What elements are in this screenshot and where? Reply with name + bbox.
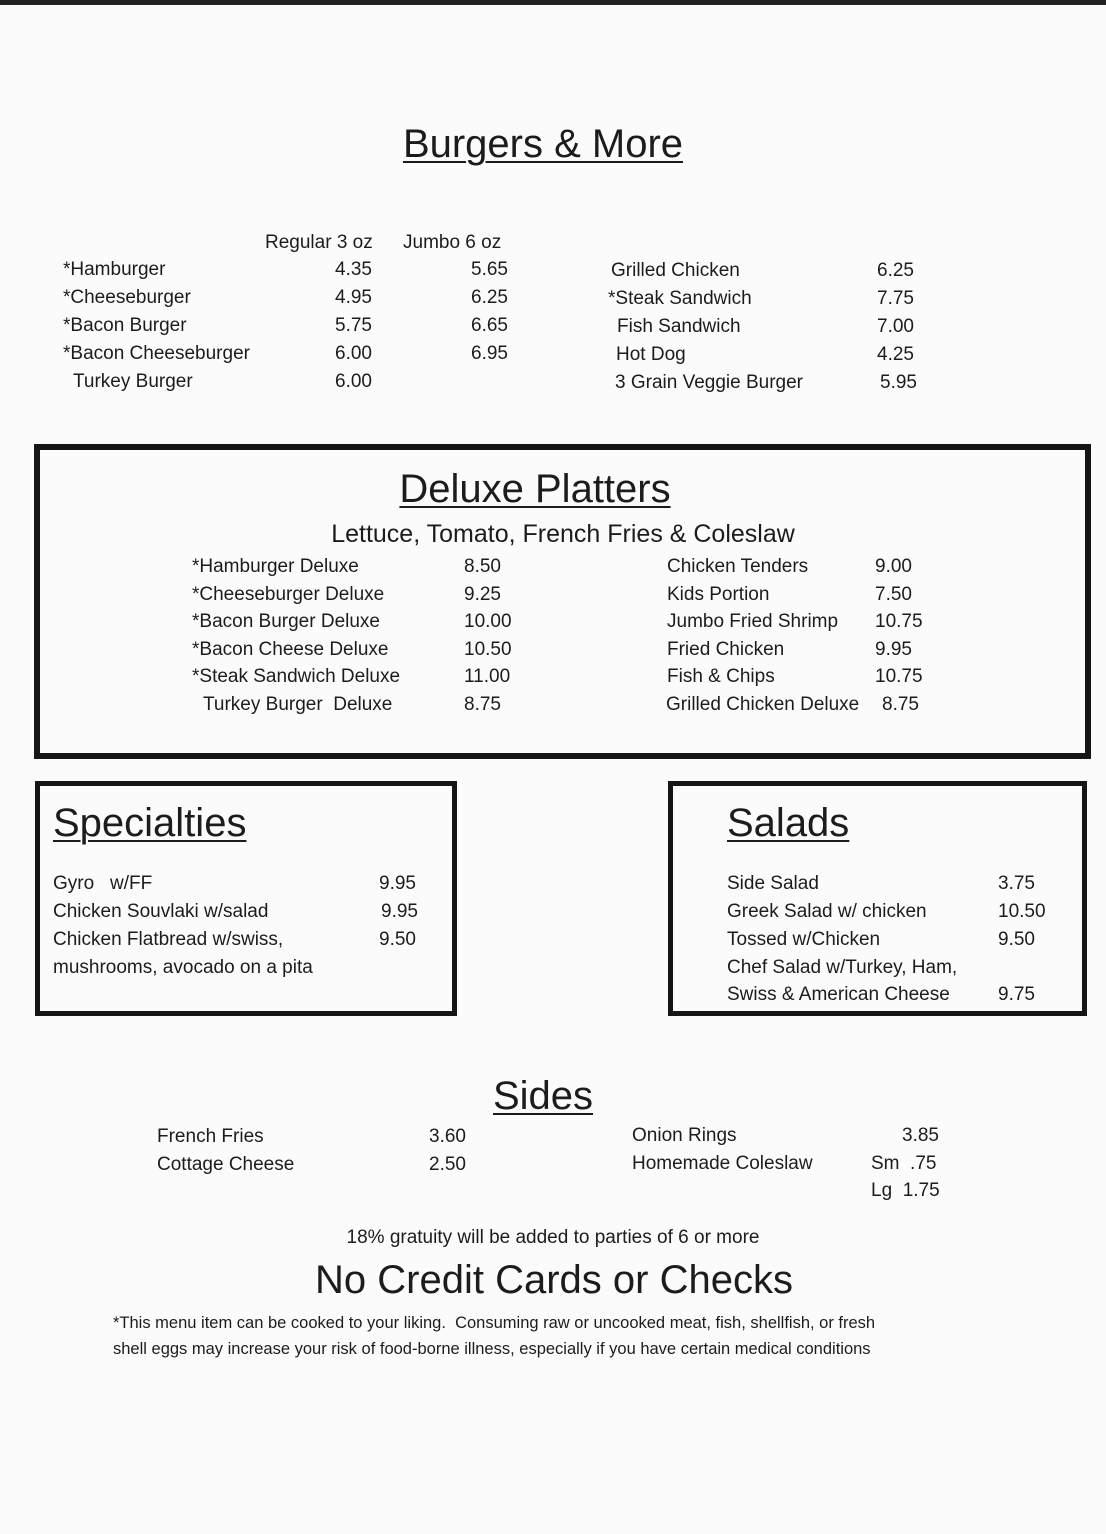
item-price: 10.75 bbox=[875, 611, 923, 632]
item-name: Kids Portion bbox=[667, 583, 770, 605]
item-price: 11.00 bbox=[464, 666, 511, 687]
item-price-jumbo: 6.95 bbox=[471, 343, 508, 364]
item-price: Lg 1.75 bbox=[871, 1180, 940, 1201]
item-price: 10.75 bbox=[875, 666, 923, 687]
item-price-regular: 4.35 bbox=[335, 259, 372, 280]
item-name: *Bacon Burger Deluxe bbox=[192, 611, 380, 632]
item-price: 8.75 bbox=[464, 693, 501, 715]
item-name: *Steak Sandwich Deluxe bbox=[192, 666, 401, 687]
item-name: Fish & Chips bbox=[667, 666, 775, 687]
item-name: Tossed w/Chicken bbox=[727, 929, 881, 950]
item-price: 9.25 bbox=[464, 583, 501, 605]
item-name: Hot Dog bbox=[616, 344, 686, 365]
item-price-regular: 4.95 bbox=[335, 287, 372, 308]
burgers-right-list bbox=[0, 257, 1000, 397]
item-name: *Hamburger bbox=[63, 259, 166, 280]
disclaimer-line-1: *This menu item can be cooked to your liking. Consuming raw or uncooked meat, fish, shellfish, or fresh bbox=[113, 1314, 876, 1332]
jumbo-size-header: Jumbo 6 oz bbox=[403, 232, 502, 253]
disclaimer-line-2: shell eggs may increase your risk of food-borne illness, especially if you have certain medical conditions bbox=[113, 1340, 871, 1358]
item-price: 8.50 bbox=[464, 556, 501, 577]
sides-right-list bbox=[0, 1122, 1000, 1212]
item-name: *Bacon Cheeseburger bbox=[63, 343, 250, 364]
item-price-regular: 5.75 bbox=[335, 315, 372, 336]
deluxe-subtitle: Lettuce, Tomato, French Fries & Coleslaw bbox=[331, 520, 795, 548]
item-name: Cottage Cheese bbox=[157, 1154, 295, 1175]
salads-title: Salads bbox=[727, 801, 850, 845]
deluxe-title: Deluxe Platters bbox=[399, 467, 671, 511]
item-price: 3.85 bbox=[902, 1125, 939, 1146]
item-price: 10.50 bbox=[464, 638, 512, 660]
item-name: mushrooms, avocado on a pita bbox=[53, 957, 313, 978]
top-border bbox=[0, 0, 1106, 5]
item-price: 7.50 bbox=[875, 583, 912, 605]
deluxe-right-list bbox=[0, 553, 1000, 723]
item-price-jumbo: 6.65 bbox=[471, 315, 508, 336]
item-name: Fish Sandwich bbox=[617, 316, 741, 337]
item-name: *Cheeseburger Deluxe bbox=[192, 583, 385, 605]
gratuity-note: 18% gratuity will be added to parties of 6 or more bbox=[346, 1227, 760, 1248]
item-price-jumbo: 5.65 bbox=[471, 259, 508, 280]
item-name: Onion Rings bbox=[632, 1125, 737, 1146]
item-name: 3 Grain Veggie Burger bbox=[615, 372, 804, 393]
item-price: 10.50 bbox=[998, 901, 1046, 922]
item-name: Chicken Souvlaki w/salad bbox=[53, 901, 269, 922]
item-name: Swiss & American Cheese bbox=[727, 984, 950, 1005]
item-price-regular: 6.00 bbox=[335, 343, 372, 364]
salads-list bbox=[0, 870, 1080, 1012]
item-price-jumbo: 6.25 bbox=[471, 287, 508, 308]
item-price: 9.50 bbox=[379, 929, 416, 950]
item-name: French Fries bbox=[157, 1126, 264, 1147]
item-price: 9.95 bbox=[379, 873, 416, 894]
item-name: Side Salad bbox=[727, 873, 819, 894]
item-name: *Bacon Burger bbox=[63, 315, 187, 336]
item-name: Turkey Burger Deluxe bbox=[203, 693, 393, 715]
payment-notice: No Credit Cards or Checks bbox=[315, 1258, 793, 1302]
regular-size-header: Regular 3 oz bbox=[265, 232, 373, 253]
item-name: Greek Salad w/ chicken bbox=[727, 901, 927, 922]
burgers-title: Burgers & More bbox=[402, 122, 684, 166]
item-price: 9.95 bbox=[875, 638, 912, 660]
item-name: *Bacon Cheese Deluxe bbox=[192, 638, 389, 660]
item-price: 4.25 bbox=[877, 344, 914, 365]
item-price: 3.75 bbox=[998, 873, 1035, 894]
item-price: 5.95 bbox=[880, 372, 917, 393]
specialties-title: Specialties bbox=[53, 801, 247, 845]
item-price: 9.00 bbox=[875, 556, 912, 577]
item-price: 8.75 bbox=[882, 693, 919, 715]
item-name: Fried Chicken bbox=[667, 638, 785, 660]
item-price: 9.95 bbox=[381, 901, 418, 922]
item-name: Gyro w/FF bbox=[53, 873, 153, 894]
item-name: Grilled Chicken Deluxe bbox=[666, 693, 860, 715]
item-price: 2.50 bbox=[429, 1154, 466, 1175]
item-price-regular: 6.00 bbox=[335, 371, 372, 392]
sides-title: Sides bbox=[492, 1074, 594, 1118]
item-price: 3.60 bbox=[429, 1126, 466, 1147]
item-name: Jumbo Fried Shrimp bbox=[667, 611, 839, 632]
item-name: *Cheeseburger bbox=[63, 287, 191, 308]
item-price: 9.50 bbox=[998, 929, 1035, 950]
item-name: Chicken Tenders bbox=[667, 556, 809, 577]
item-price: 7.75 bbox=[877, 288, 914, 309]
item-name: Homemade Coleslaw bbox=[632, 1153, 813, 1174]
item-price: 7.00 bbox=[877, 316, 914, 337]
item-price: 9.75 bbox=[998, 984, 1035, 1005]
item-name: *Hamburger Deluxe bbox=[192, 556, 359, 577]
item-name: Grilled Chicken bbox=[611, 260, 740, 281]
item-name: *Steak Sandwich bbox=[608, 288, 752, 309]
item-price: Sm .75 bbox=[871, 1153, 937, 1174]
item-name: Turkey Burger bbox=[73, 371, 193, 392]
item-price: 6.25 bbox=[877, 260, 914, 281]
item-name: Chicken Flatbread w/swiss, bbox=[53, 929, 284, 950]
item-name: Chef Salad w/Turkey, Ham, bbox=[727, 957, 958, 978]
item-price: 10.00 bbox=[464, 611, 512, 632]
